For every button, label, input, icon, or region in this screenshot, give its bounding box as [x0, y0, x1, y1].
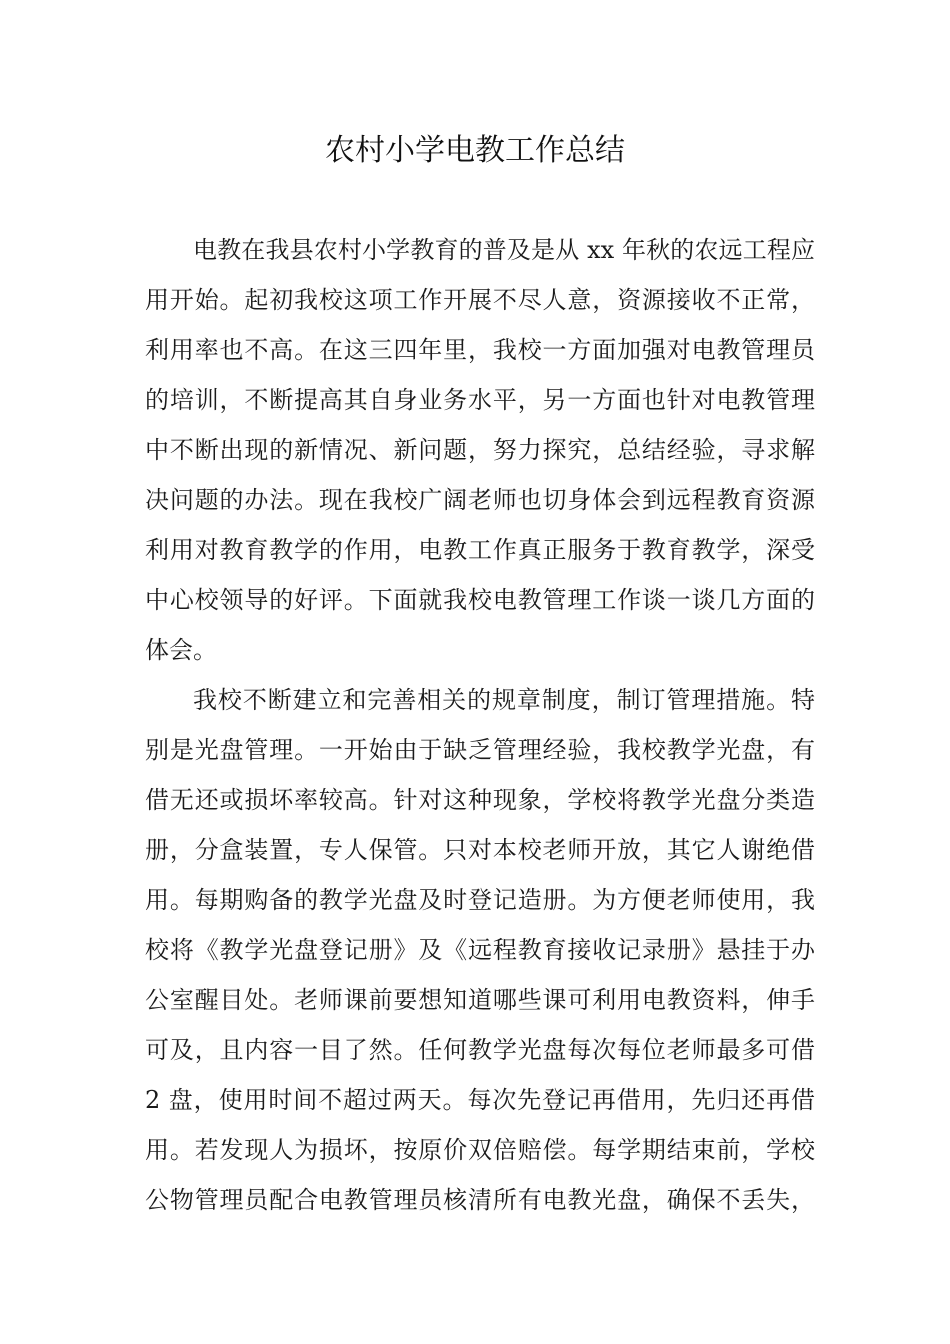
paragraph-line: 的培训，不断提高其自身业务水平，另一方面也针对电教管理 — [145, 386, 815, 414]
paragraph-line: 校将《教学光盘登记册》及《远程教育接收记录册》悬挂于办 — [145, 936, 815, 964]
paragraph-line: 利用率也不高。在这三四年里，我校一方面加强对电教管理员 — [145, 336, 815, 364]
paragraph-line: 2 盘，使用时间不超过两天。每次先登记再借用，先归还再借 — [145, 1086, 815, 1114]
paragraph-line: 中心校领导的好评。下面就我校电教管理工作谈一谈几方面的 — [145, 586, 815, 614]
paragraph-line: 用。每期购备的教学光盘及时登记造册。为方便老师使用，我 — [145, 886, 815, 914]
paragraph-line: 我校不断建立和完善相关的规章制度，制订管理措施。特 — [193, 686, 815, 714]
paragraph-1 — [145, 225, 815, 675]
paragraph-line: 体会。 — [145, 636, 217, 664]
paragraph-line: 公室醒目处。老师课前要想知道哪些课可利用电教资料，伸手 — [145, 986, 815, 1014]
paragraph-line: 册，分盒装置，专人保管。只对本校老师开放，其它人谢绝借 — [145, 836, 815, 864]
paragraph-line: 公物管理员配合电教管理员核清所有电教光盘，确保不丢失， — [145, 1186, 815, 1214]
paragraph-line: 可及，且内容一目了然。任何教学光盘每次每位老师最多可借 — [145, 1036, 815, 1064]
paragraph-line: 利用对教育教学的作用，电教工作真正服务于教育教学，深受 — [145, 536, 815, 564]
paragraph-line: 中不断出现的新情况、新问题，努力探究，总结经验，寻求解 — [145, 436, 815, 464]
paragraph-line: 决问题的办法。现在我校广阔老师也切身体会到远程教育资源 — [145, 486, 815, 514]
paragraph-line: 借无还或损坏率较高。针对这种现象，学校将教学光盘分类造 — [145, 786, 815, 814]
paragraph-line: 用开始。起初我校这项工作开展不尽人意，资源接收不正常， — [145, 286, 815, 314]
paragraph-line: 电教在我县农村小学教育的普及是从 xx 年秋的农远工程应 — [193, 236, 815, 264]
document-title: 农村小学电教工作总结 — [325, 133, 625, 168]
paragraph-line: 别是光盘管理。一开始由于缺乏管理经验，我校教学光盘，有 — [145, 736, 815, 764]
paragraph-line: 用。若发现人为损坏，按原价双倍赔偿。每学期结束前，学校 — [145, 1136, 815, 1164]
paragraph-2 — [145, 675, 815, 1225]
